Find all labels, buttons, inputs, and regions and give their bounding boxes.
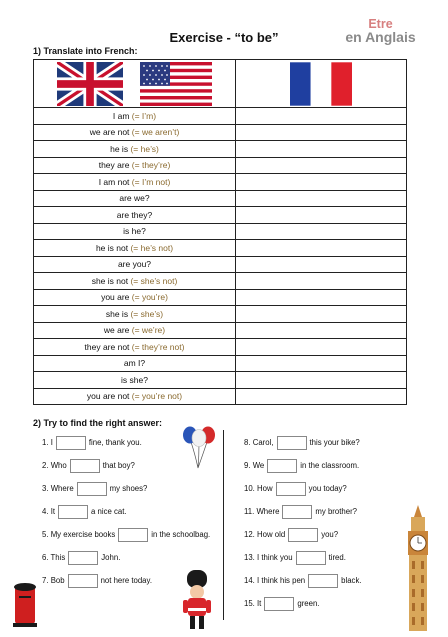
english-phrase: you are not	[86, 391, 130, 402]
exercise-text-before: Carol,	[252, 438, 274, 448]
french-answer-cell[interactable]	[236, 289, 407, 306]
french-answer-cell[interactable]	[236, 141, 407, 158]
english-phrase-cell	[34, 289, 236, 306]
table-row	[34, 256, 407, 273]
exercise-text-after: black.	[341, 576, 362, 586]
logo-line2: en Anglais	[345, 29, 416, 45]
big-ben-icon	[403, 505, 433, 633]
exercise-text-before: I think his pen	[257, 576, 306, 586]
exercise-number: 12.	[244, 530, 255, 540]
english-phrase-cell	[34, 108, 236, 125]
contraction-note: (= I’m)	[131, 110, 157, 121]
contraction-note: (= they’re)	[131, 160, 171, 171]
exercise-text-after: John.	[101, 553, 121, 563]
answer-blank[interactable]	[267, 459, 297, 473]
english-phrase: we are	[103, 325, 130, 336]
exercise-text-before: I	[50, 438, 53, 448]
english-phrase: are we?	[119, 193, 150, 204]
exercise-text-before: It	[257, 599, 262, 609]
exercise-item	[42, 574, 152, 588]
exercise-text-before: How old	[257, 530, 286, 540]
english-phrase-cell	[34, 124, 236, 141]
english-phrase-cell	[34, 339, 236, 356]
contraction-note: (= we’re)	[131, 325, 166, 336]
contraction-note: (= she’s)	[130, 308, 164, 319]
table-row	[34, 174, 407, 191]
exercise-item	[42, 505, 127, 519]
logo-line1: Etre	[368, 17, 393, 31]
english-phrase-cell	[34, 141, 236, 158]
exercise-number: 15.	[244, 599, 255, 609]
answer-blank[interactable]	[282, 505, 312, 519]
table-row	[34, 322, 407, 339]
answer-blank[interactable]	[58, 505, 88, 519]
page-title: Exercise - “to be”	[169, 30, 279, 45]
exercise-text-after: my brother?	[315, 507, 358, 517]
royal-guard-icon	[180, 570, 214, 630]
english-phrase-cell	[34, 190, 236, 207]
answer-blank[interactable]	[68, 574, 98, 588]
table-row	[34, 207, 407, 224]
english-phrase: are they?	[116, 209, 153, 220]
english-phrase: he is not	[95, 242, 129, 253]
answer-blank[interactable]	[56, 436, 86, 450]
table-row	[34, 289, 407, 306]
table-row	[34, 273, 407, 290]
exercise-number: 1.	[42, 438, 49, 448]
exercise-item	[244, 505, 357, 519]
exercise-number: 9.	[244, 461, 251, 471]
exercise-number: 10.	[244, 484, 255, 494]
english-phrase: you are	[101, 292, 130, 303]
table-row	[34, 339, 407, 356]
postbox-icon	[12, 582, 38, 628]
answer-blank[interactable]	[118, 528, 148, 542]
exercise-text-after: in the classroom.	[300, 461, 360, 471]
french-answer-cell[interactable]	[236, 190, 407, 207]
english-phrase: he is	[110, 143, 129, 154]
english-phrase: they are not	[84, 341, 130, 352]
exercise-text-before: This	[50, 553, 66, 563]
french-answer-cell[interactable]	[236, 322, 407, 339]
table-row	[34, 240, 407, 257]
english-phrase: we are not	[89, 127, 130, 138]
exercise-number: 5.	[42, 530, 49, 540]
exercise-text-before: Who	[50, 461, 67, 471]
exercise-text-after: this your bike?	[309, 438, 360, 448]
exercise-text-before: Where	[50, 484, 74, 494]
exercise-number: 13.	[244, 553, 255, 563]
answer-blank[interactable]	[277, 436, 307, 450]
english-phrase-cell	[34, 388, 236, 405]
exercise-number: 14.	[244, 576, 255, 586]
exercise-text-after: fine, thank you.	[88, 438, 142, 448]
exercise-text-after: a nice cat.	[91, 507, 127, 517]
uk-flag-icon	[57, 62, 123, 106]
english-phrase-cell	[34, 256, 236, 273]
table-row	[34, 124, 407, 141]
english-phrase: she is	[105, 308, 129, 319]
english-phrase: are you?	[117, 259, 152, 270]
exercise-item	[244, 528, 338, 542]
exercise-number: 2.	[42, 461, 49, 471]
logo	[333, 18, 428, 44]
exercise-text-before: We	[252, 461, 265, 471]
section1-heading: 1) Translate into French:	[33, 46, 138, 56]
us-flag-icon	[140, 62, 212, 106]
balloons-icon	[181, 424, 217, 470]
exercise-number: 11.	[244, 507, 255, 517]
exercise-item	[244, 551, 346, 565]
contraction-note: (= he’s)	[130, 143, 159, 154]
exercise-text-before: It	[50, 507, 56, 517]
french-answer-cell[interactable]	[236, 372, 407, 389]
exercise-number: 8.	[244, 438, 251, 448]
english-flags-cell	[34, 60, 236, 108]
contraction-note: (= they’re not)	[131, 341, 185, 352]
exercise-text-after: my shoes?	[109, 484, 148, 494]
exercise-item	[244, 436, 360, 450]
english-phrase: am I?	[123, 358, 146, 369]
table-row	[34, 108, 407, 125]
exercise-text-after: in the schoolbag.	[151, 530, 211, 540]
exercise-item	[42, 551, 120, 565]
table-row	[34, 223, 407, 240]
french-flag-cell	[236, 60, 407, 108]
english-phrase-cell	[34, 157, 236, 174]
french-answer-cell[interactable]	[236, 339, 407, 356]
french-answer-cell[interactable]	[236, 124, 407, 141]
exercise-item	[244, 597, 319, 611]
exercise-item	[244, 459, 359, 473]
answer-blank[interactable]	[288, 528, 318, 542]
english-phrase-cell	[34, 355, 236, 372]
contraction-note: (= you’re)	[131, 292, 168, 303]
table-row	[34, 355, 407, 372]
contraction-note: (= she’s not)	[130, 275, 178, 286]
answer-blank[interactable]	[308, 574, 338, 588]
english-phrase-cell	[34, 240, 236, 257]
exercise-item	[42, 528, 210, 542]
exercise-item	[42, 459, 135, 473]
english-phrase: she is not	[91, 275, 129, 286]
answer-blank[interactable]	[68, 551, 98, 565]
exercise-text-after: that boy?	[102, 461, 135, 471]
table-row	[34, 372, 407, 389]
exercise-text-after: tired.	[328, 553, 346, 563]
table-row	[34, 141, 407, 158]
english-phrase-cell	[34, 207, 236, 224]
french-answer-cell[interactable]	[236, 174, 407, 191]
english-phrase: I am not	[98, 176, 130, 187]
exercise-number: 3.	[42, 484, 49, 494]
answer-blank[interactable]	[276, 482, 306, 496]
exercise-item	[42, 482, 147, 496]
exercise-text-before: How	[257, 484, 273, 494]
french-answer-cell[interactable]	[236, 273, 407, 290]
exercise-text-after: you today?	[308, 484, 347, 494]
english-phrase: I am	[112, 110, 130, 121]
french-answer-cell[interactable]	[236, 207, 407, 224]
table-row	[34, 388, 407, 405]
section2-heading: 2) Try to find the right answer:	[33, 418, 163, 428]
exercise-text-before: I think you	[257, 553, 293, 563]
french-answer-cell[interactable]	[236, 157, 407, 174]
french-answer-cell[interactable]	[236, 108, 407, 125]
french-answer-cell[interactable]	[236, 388, 407, 405]
french-answer-cell[interactable]	[236, 355, 407, 372]
french-answer-cell[interactable]	[236, 240, 407, 257]
exercise-number: 6.	[42, 553, 49, 563]
contraction-note: (= you’re not)	[131, 391, 183, 402]
exercise-number: 4.	[42, 507, 49, 517]
english-phrase: is he?	[123, 226, 146, 237]
exercise-text-before: My exercise books	[50, 530, 116, 540]
exercise-text-before: Bob	[50, 576, 65, 586]
french-answer-cell[interactable]	[236, 223, 407, 240]
column-divider	[223, 430, 224, 620]
exercise-text-after: you?	[321, 530, 339, 540]
answer-blank[interactable]	[77, 482, 107, 496]
answer-blank[interactable]	[296, 551, 326, 565]
english-phrase-cell	[34, 174, 236, 191]
exercise-number: 7.	[42, 576, 49, 586]
table-row	[34, 306, 407, 323]
exercise-text-before: Where	[256, 507, 280, 517]
exercise-text-after: green.	[297, 599, 320, 609]
english-phrase: is she?	[121, 374, 148, 385]
translation-table	[33, 59, 407, 405]
exercise-text-after: not here today.	[100, 576, 152, 586]
france-flag-icon	[290, 62, 352, 106]
contraction-note: (= I’m not)	[131, 176, 171, 187]
english-phrase-cell	[34, 273, 236, 290]
exercise-item	[244, 482, 347, 496]
answer-blank[interactable]	[70, 459, 100, 473]
table-row	[34, 190, 407, 207]
table-row	[34, 157, 407, 174]
exercise-item	[42, 436, 142, 450]
english-phrase-cell	[34, 372, 236, 389]
exercise-item	[244, 574, 362, 588]
english-phrase-cell	[34, 322, 236, 339]
answer-blank[interactable]	[264, 597, 294, 611]
contraction-note: (= he’s not)	[130, 242, 174, 253]
english-phrase-cell	[34, 306, 236, 323]
english-phrase-cell	[34, 223, 236, 240]
english-phrase: they are	[98, 160, 130, 171]
french-answer-cell[interactable]	[236, 306, 407, 323]
french-answer-cell[interactable]	[236, 256, 407, 273]
contraction-note: (= we aren’t)	[131, 127, 180, 138]
